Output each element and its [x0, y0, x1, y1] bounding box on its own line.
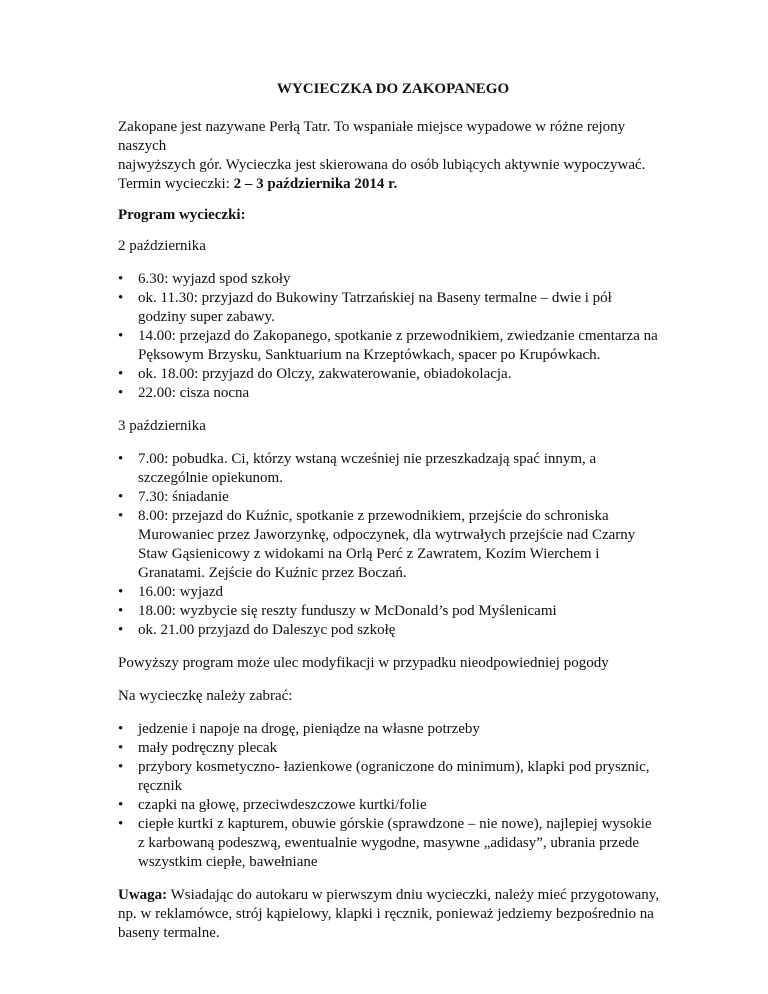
list-item: [118, 602, 668, 621]
day1-label: 2 października: [118, 238, 206, 254]
list-item: [118, 583, 668, 602]
list-item-text: 8.00: przejazd do Kuźnic, spotkanie z przewodnikiem, przejście do schroniska: [138, 508, 609, 524]
list-item-text: Murowaniec przez Jaworzynkę, odpoczynek, dla wytrwałych przejście nad Czarny: [138, 527, 636, 543]
list-item-text: wszystkim ciepłe, bawełniane: [138, 854, 318, 870]
day2-list: [118, 450, 668, 640]
list-item-text: ręcznik: [138, 778, 183, 794]
packing-list: [118, 720, 668, 872]
bullet-icon: •: [118, 385, 124, 401]
bullet-icon: •: [118, 603, 124, 619]
list-item-text: ok. 11.30: przyjazd do Bukowiny Tatrzańskiej na Baseny termalne – dwie i pół: [138, 290, 612, 306]
list-item: [118, 327, 668, 365]
list-item-text: 22.00: cisza nocna: [138, 385, 250, 401]
term-value: 2 – 3 października 2014 r.: [233, 176, 398, 192]
day2-label: 3 października: [118, 418, 206, 434]
list-item-text: 6.30: wyjazd spod szkoły: [138, 271, 291, 287]
list-item: [118, 796, 668, 815]
list-item: [118, 815, 668, 872]
list-item: [118, 488, 668, 507]
list-item: [118, 450, 668, 488]
list-item: [118, 621, 668, 640]
list-item-text: 14.00: przejazd do Zakopanego, spotkanie z przewodnikiem, zwiedzanie cmentarza na: [138, 328, 658, 344]
intro-line-2: najwyższych gór. Wycieczka jest skierowana do osób lubiących aktywnie wypoczywać.: [118, 157, 646, 173]
bullet-icon: •: [118, 271, 124, 287]
packing-label: Na wycieczkę należy zabrać:: [118, 688, 293, 704]
list-item: [118, 384, 668, 403]
bullet-icon: •: [118, 328, 124, 344]
intro-paragraph: [118, 118, 668, 194]
intro-line-1: Zakopane jest nazywane Perłą Tatr. To wspaniałe miejsce wypadowe w różne rejony naszych: [118, 119, 626, 154]
bullet-icon: •: [118, 759, 124, 775]
list-item-text: 16.00: wyjazd: [138, 584, 223, 600]
list-item-text: czapki na głowę, przeciwdeszczowe kurtki/folie: [138, 797, 427, 813]
list-item-text: 7.30: śniadanie: [138, 489, 229, 505]
warning-line-1: Wsiadając do autokaru w pierwszym dniu wycieczki, należy mieć przygotowany,: [167, 887, 660, 903]
list-item-text: 18.00: wyzbycie się reszty funduszy w McDonald’s pod Myślenicami: [138, 603, 557, 619]
bullet-icon: •: [118, 740, 124, 756]
list-item-text: szczególnie opiekunom.: [138, 470, 283, 486]
list-item: [118, 289, 668, 327]
list-item: [118, 758, 668, 796]
list-item: [118, 270, 668, 289]
bullet-icon: •: [118, 816, 124, 832]
program-heading: Program wycieczki:: [118, 207, 246, 223]
page-title: WYCIECZKA DO ZAKOPANEGO: [276, 81, 510, 97]
bullet-icon: •: [118, 797, 124, 813]
list-item-text: Staw Gąsienicowy z widokami na Orlą Perć z Zawratem, Kozim Wierchem i: [138, 546, 600, 562]
list-item-text: jedzenie i napoje na drogę, pieniądze na własne potrzeby: [138, 721, 480, 737]
list-item: [118, 720, 668, 739]
modification-note: Powyższy program może ulec modyfikacji w przypadku nieodpowiedniej pogody: [118, 655, 609, 671]
warning-line-3: baseny termalne.: [118, 925, 220, 941]
list-item: [118, 365, 668, 384]
warning-paragraph: [118, 886, 668, 943]
bullet-icon: •: [118, 366, 124, 382]
bullet-icon: •: [118, 721, 124, 737]
list-item-text: Pęksowym Brzysku, Sanktuarium na Krzeptówkach, spacer po Krupówkach.: [138, 347, 601, 363]
list-item-text: Granatami. Zejście do Kuźnic przez Boczań.: [138, 565, 407, 581]
warning-label: Uwaga:: [118, 887, 168, 903]
list-item-text: ciepłe kurtki z kapturem, obuwie górskie (sprawdzone – nie nowe), najlepiej wysokie: [138, 816, 652, 832]
list-item-text: ok. 18.00: przyjazd do Olczy, zakwaterowanie, obiadokolacja.: [138, 366, 512, 382]
bullet-icon: •: [118, 584, 124, 600]
list-item-text: z karbowaną podeszwą, ewentualnie wygodne, masywne „adidasy”, ubrania przede: [138, 835, 640, 851]
list-item-text: godziny super zabawy.: [138, 309, 275, 325]
list-item-text: 7.00: pobudka. Ci, którzy wstaną wcześniej nie przeszkadzają spać innym, a: [138, 451, 597, 467]
day1-list: [118, 270, 668, 403]
term-label: Termin wycieczki:: [118, 176, 234, 192]
list-item-text: ok. 21.00 przyjazd do Daleszyc pod szkołę: [138, 622, 396, 638]
list-item-text: mały podręczny plecak: [138, 740, 278, 756]
bullet-icon: •: [118, 508, 124, 524]
list-item-text: przybory kosmetyczno- łazienkowe (ograniczone do minimum), klapki pod prysznic,: [138, 759, 650, 775]
bullet-icon: •: [118, 622, 124, 638]
list-item: [118, 739, 668, 758]
bullet-icon: •: [118, 489, 124, 505]
warning-line-2: np. w reklamówce, strój kąpielowy, klapki i ręcznik, ponieważ jedziemy bezpośrednio na: [118, 906, 654, 922]
list-item: [118, 507, 668, 583]
bullet-icon: •: [118, 290, 124, 306]
bullet-icon: •: [118, 451, 124, 467]
